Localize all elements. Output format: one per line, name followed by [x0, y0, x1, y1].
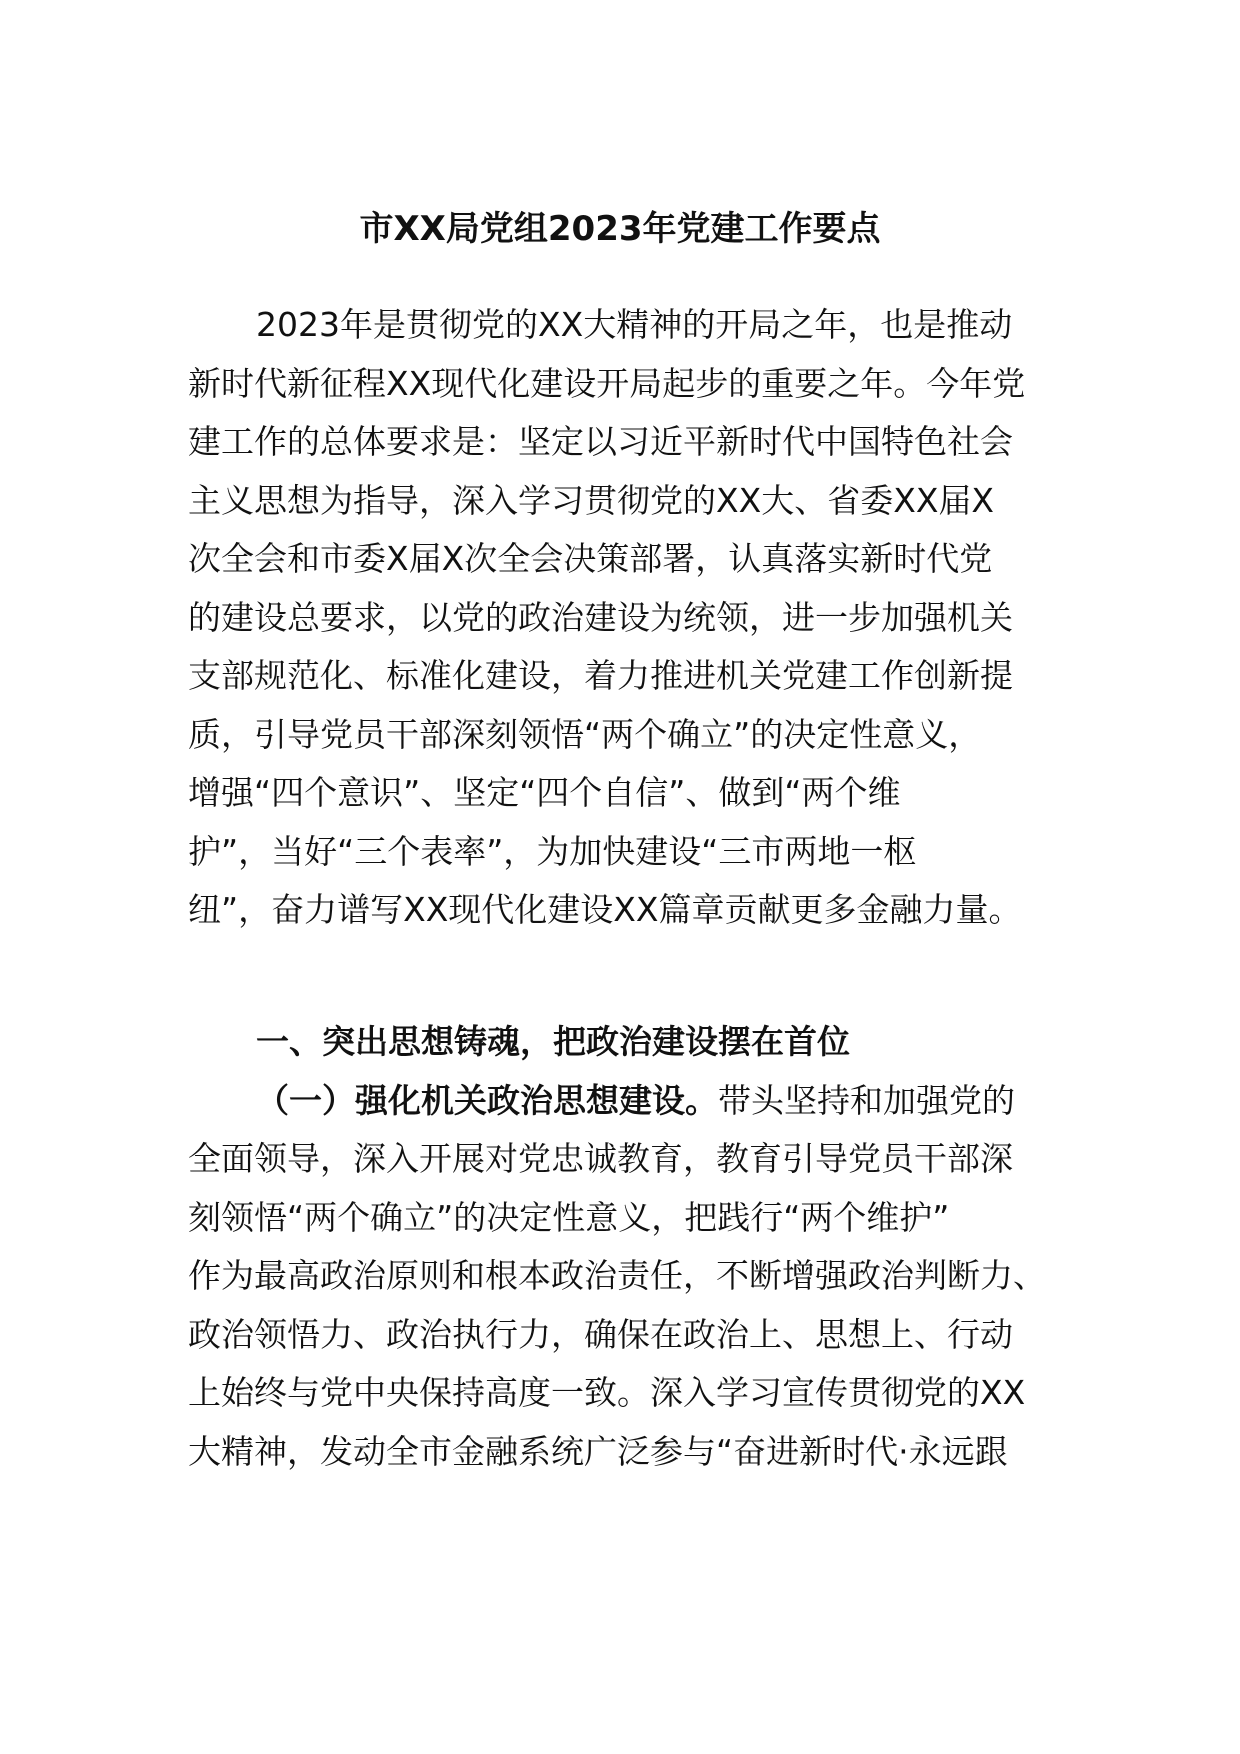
item-first-line-rest: 带头坚持和加强党的: [718, 1080, 1015, 1120]
section-heading: 一、突出思想铸魂，把政治建设摆在首位: [256, 1022, 850, 1061]
intro-line: 支部规范化、标准化建设，着力推进机关党建工作创新提: [188, 656, 1013, 695]
intro-paragraph: [188, 296, 1068, 940]
document-title: 市XX局党组2023年党建工作要点: [359, 209, 881, 249]
section-1: [188, 1013, 1068, 1481]
item-line: 刻领悟“两个确立”的决定性意义，把践行“两个维护”: [188, 1197, 950, 1237]
item-line: 全面领导，深入开展对党忠诚教育，教育引导党员干部深: [188, 1139, 1013, 1178]
item-line: 作为最高政治原则和根本政治责任，不断增强政治判断力、: [188, 1256, 1046, 1295]
intro-line: 纽”，奋力谱写XX现代化建设XX篇章贡献更多金融力量。: [188, 890, 1022, 929]
item-line: 上始终与党中央保持高度一致。深入学习宣传贯彻党的XX: [188, 1373, 1026, 1412]
item-line: 大精神，发动全市金融系统广泛参与“奋进新时代·永远跟: [188, 1431, 1008, 1471]
intro-line: 2023年是贯彻党的XX大精神的开局之年，也是推动: [256, 305, 1013, 344]
intro-line: 的建设总要求，以党的政治建设为统领，进一步加强机关: [188, 597, 1013, 637]
intro-line: 增强“四个意识”、坚定“四个自信”、做到“两个维: [188, 773, 901, 812]
intro-line: 护”，当好“三个表率”，为加快建设“三市两地一枢: [188, 831, 917, 871]
intro-line: 主义思想为指导，深入学习贯彻党的XX大、省委XX届X: [188, 480, 995, 520]
item-lead: （一）强化机关政治思想建设。: [256, 1080, 718, 1120]
intro-line: 质，引导党员干部深刻领悟“两个确立”的决定性意义，: [188, 714, 982, 754]
item-line: 政治领悟力、政治执行力，确保在政治上、思想上、行动: [188, 1314, 1013, 1354]
intro-line: 次全会和市委X届X次全会决策部署，认真落实新时代党: [188, 539, 993, 578]
intro-line: 建工作的总体要求是：坚定以习近平新时代中国特色社会: [188, 422, 1013, 461]
intro-line: 新时代新征程XX现代化建设开局起步的重要之年。今年党: [188, 363, 1026, 403]
item-first-line: [188, 1072, 1068, 1131]
